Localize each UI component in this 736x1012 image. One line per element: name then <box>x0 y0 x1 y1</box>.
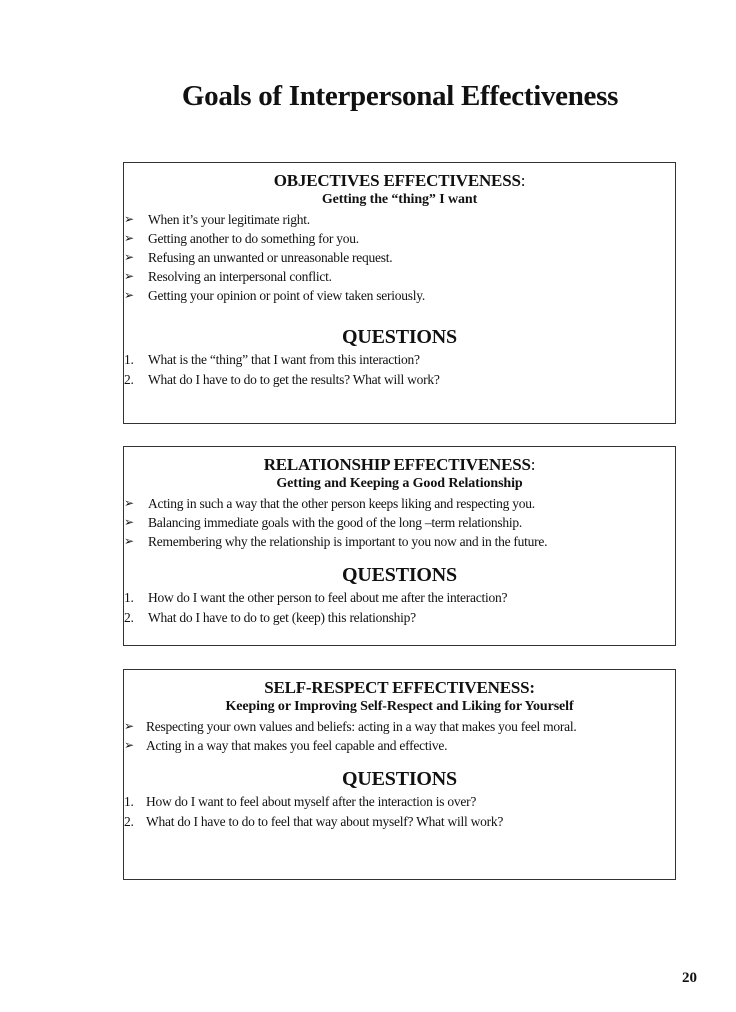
arrow-bullet-icon: ➢ <box>124 719 134 733</box>
list-item-text: Respecting your own values and beliefs: acting in a way that makes you feel moral. <box>146 719 577 734</box>
point-list <box>124 717 675 755</box>
arrow-bullet-icon: ➢ <box>124 269 134 283</box>
list-item-text: Resolving an interpersonal conflict. <box>148 269 332 284</box>
list-item-text: Acting in a way that makes you feel capable and effective. <box>146 738 448 753</box>
section-heading <box>124 171 675 191</box>
question-text: What do I have to do to feel that way about myself? What will work? <box>146 814 504 829</box>
list-item-text: Acting in such a way that the other person keeps liking and respecting you. <box>148 496 535 511</box>
list-item <box>124 229 675 248</box>
list-item-text: Refusing an unwanted or unreasonable request. <box>148 250 393 265</box>
list-item <box>124 286 675 305</box>
list-item-text: Getting another to do something for you. <box>148 231 359 246</box>
question-text: What is the “thing” that I want from this interaction? <box>148 352 420 367</box>
question-item <box>124 792 675 812</box>
list-item-text: When it’s your legitimate right. <box>148 212 310 227</box>
section-heading-text: RELATIONSHIP EFFECTIVENESS <box>263 455 531 474</box>
question-number: 2. <box>124 372 134 387</box>
question-list <box>124 350 675 390</box>
section-heading-text: SELF-RESPECT EFFECTIVENESS: <box>264 678 535 697</box>
self-respect-effectiveness-box <box>123 669 676 880</box>
section-heading-colon: : <box>520 171 526 190</box>
section-subheading: Keeping or Improving Self-Respect and Liking for Yourself <box>225 699 574 714</box>
section-heading <box>124 678 675 698</box>
question-item <box>124 588 675 608</box>
arrow-bullet-icon: ➢ <box>124 231 134 245</box>
question-number: 2. <box>124 610 134 625</box>
question-item <box>124 608 675 628</box>
section-subheading: Getting the “thing” I want <box>321 192 478 207</box>
page-title: Goals of Interpersonal Effectiveness <box>181 80 619 112</box>
list-item-text: Getting your opinion or point of view taken seriously. <box>148 288 425 303</box>
question-number: 1. <box>124 590 134 605</box>
question-text: How do I want the other person to feel about me after the interaction? <box>148 590 508 605</box>
arrow-bullet-icon: ➢ <box>124 288 134 302</box>
arrow-bullet-icon: ➢ <box>124 212 134 226</box>
question-list <box>124 792 675 832</box>
list-item <box>124 513 675 532</box>
question-list <box>124 588 675 628</box>
section-heading-text: OBJECTIVES EFFECTIVENESS <box>273 171 521 190</box>
question-text: What do I have to do to get (keep) this relationship? <box>148 610 416 625</box>
list-item <box>124 717 675 736</box>
section-subheading: Getting and Keeping a Good Relationship <box>276 476 523 491</box>
question-text: How do I want to feel about myself after the interaction is over? <box>146 794 477 809</box>
questions-heading: QUESTIONS <box>342 326 457 348</box>
arrow-bullet-icon: ➢ <box>124 534 134 548</box>
questions-heading: QUESTIONS <box>342 564 457 586</box>
list-item <box>124 532 675 551</box>
list-item <box>124 210 675 229</box>
list-item <box>124 736 675 755</box>
question-number: 2. <box>124 814 134 829</box>
list-item <box>124 494 675 513</box>
arrow-bullet-icon: ➢ <box>124 515 134 529</box>
list-item <box>124 248 675 267</box>
list-item-text: Remembering why the relationship is important to you now and in the future. <box>148 534 548 549</box>
question-number: 1. <box>124 352 134 367</box>
question-item <box>124 812 675 832</box>
arrow-bullet-icon: ➢ <box>124 738 134 752</box>
list-item-text: Balancing immediate goals with the good of the long –term relationship. <box>148 515 523 530</box>
objectives-effectiveness-box <box>123 162 676 424</box>
relationship-effectiveness-box <box>123 446 676 646</box>
point-list <box>124 494 675 551</box>
question-item <box>124 370 675 390</box>
arrow-bullet-icon: ➢ <box>124 250 134 264</box>
section-heading <box>124 455 675 475</box>
questions-heading: QUESTIONS <box>342 768 457 790</box>
question-number: 1. <box>124 794 134 809</box>
point-list <box>124 210 675 305</box>
list-item <box>124 267 675 286</box>
question-text: What do I have to do to get the results? What will work? <box>148 372 440 387</box>
page-number: 20 <box>682 970 697 986</box>
arrow-bullet-icon: ➢ <box>124 496 134 510</box>
question-item <box>124 350 675 370</box>
section-heading-colon: : <box>530 455 536 474</box>
